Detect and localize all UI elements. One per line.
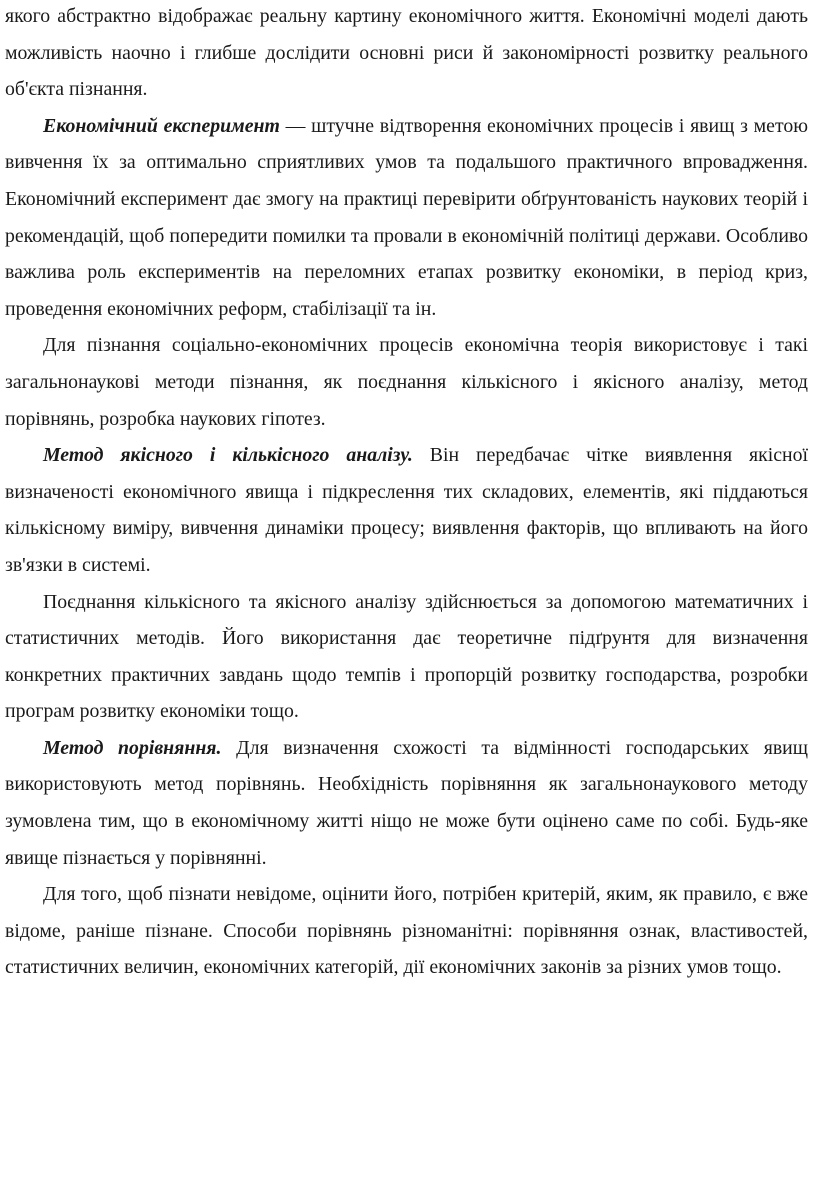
paragraph-economic-experiment <box>5 108 808 328</box>
paragraph-comparison-method <box>5 730 808 876</box>
term-comparison-method: Метод порівняння. <box>43 736 222 759</box>
paragraph-general-methods <box>5 327 808 437</box>
paragraph-text: — штучне відтворення економічних процесів і явищ з метою вивчення їх за оптимально сприятливих умов та подальшого практичного впровадження. Економічний експеримент дає змогу на практиці перевірити обґрунтованість наукових теорій і рекомендацій, щоб попередити помилки та провали в економічній політиці держави. Особливо важлива роль експериментів на переломних етапах розвитку економіки, в період криз, проведення економічних реформ, стабілізації та ін. <box>5 114 808 320</box>
paragraph-text: Він передбачає чітке виявлення якісної визначеності економічного явища і підкреслення тих складових, елементів, які піддаються кількісному виміру, вивчення динаміки процесу; виявлення факторів, що впливають на його зв'язки в системі. <box>5 444 808 576</box>
paragraph-combined-analysis <box>5 584 808 730</box>
paragraph-comparison-criteria <box>5 876 808 986</box>
paragraph-models-continuation <box>5 0 808 108</box>
paragraph-text: якого абстрактно відображає реальну картину економічного життя. Економічні моделі дають можливість наочно і глибше дослідити основні риси й закономірності розвитку реального об'єкта пізнання. <box>5 5 808 101</box>
paragraph-text: Поєднання кількісного та якісного аналізу здійснюється за допомогою математичних і статистичних методів. Його використання дає теоретичне підґрунтя для визначення конкретних практичних завдань щодо темпів і пропорцій розвитку господарства, розробки програм розвитку економіки тощо. <box>5 590 808 723</box>
paragraph-qualitative-quantitative <box>5 437 808 583</box>
paragraph-text: Для визначення схожості та відмінності господарських явищ використовують метод порівнянь. Необхідність порівняння як загальнонаукового методу зумовлена тим, що в економічному житті ніщо не може бути оцінено саме по собі. Будь-яке явище пізнається у порівнянні. <box>5 736 808 869</box>
paragraph-text: Для того, щоб пізнати невідоме, оцінити його, потрібен критерій, яким, як правило, є вже відоме, раніше пізнане. Способи порівнянь різноманітні: порівняння ознак, властивостей, статистичних величин, економічних категорій, дії економічних законів за різних умов тощо. <box>5 883 808 979</box>
paragraph-text: Для пізнання соціально-економічних процесів економічна теорія використовує і такі загальнонаукові методи пізнання, як поєднання кількісного і якісного аналізу, метод порівнянь, розробка наукових гіпотез. <box>5 334 808 430</box>
term-economic-experiment: Економічний експеримент <box>43 114 280 137</box>
term-qualitative-quantitative-method: Метод якісного і кількісного аналізу. <box>43 444 413 467</box>
